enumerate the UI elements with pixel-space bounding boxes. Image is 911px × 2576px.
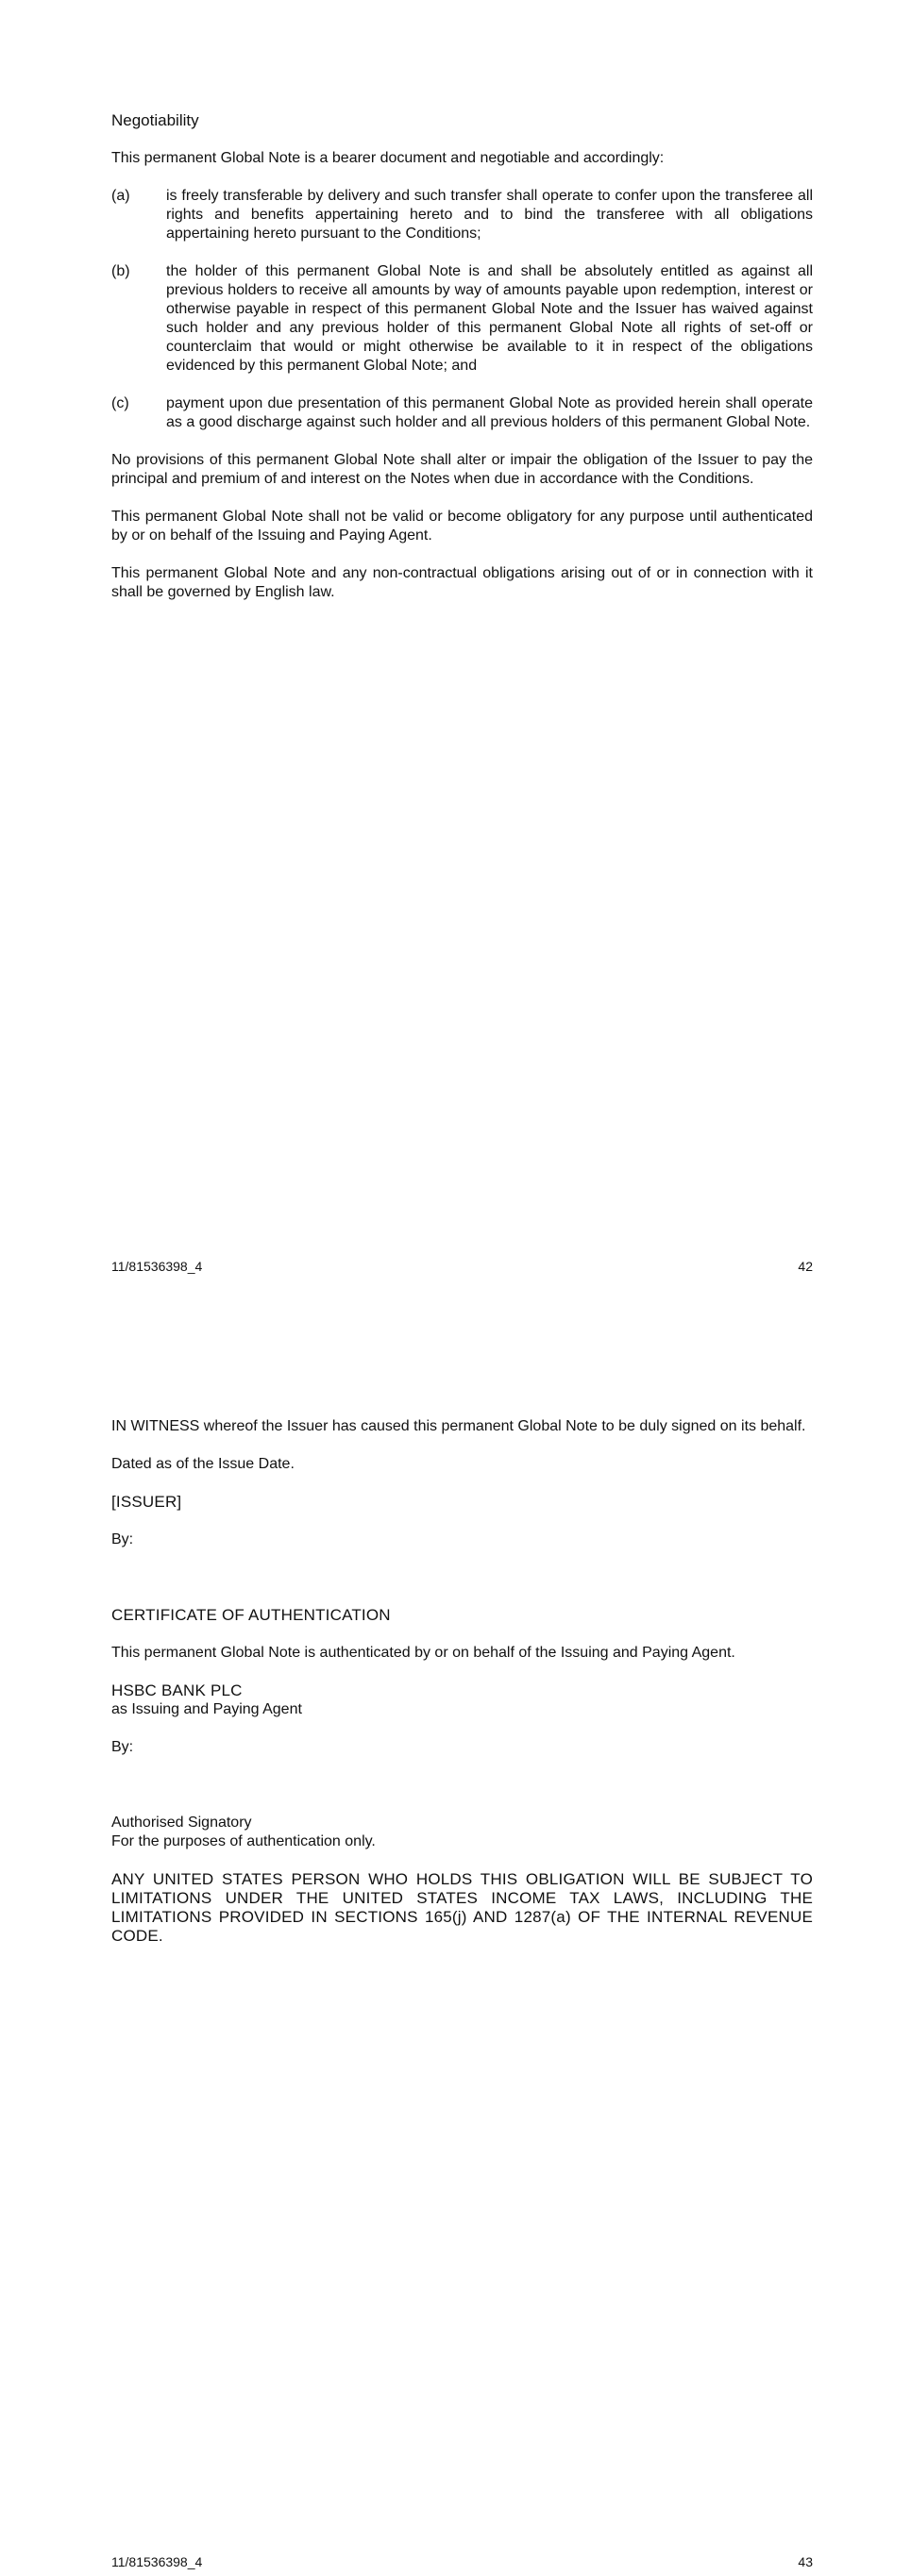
document-reference: 11/81536398_4 bbox=[111, 2554, 203, 2569]
page-footer bbox=[111, 1259, 813, 1274]
page-body bbox=[111, 111, 813, 621]
list-item bbox=[111, 394, 813, 432]
issuer-placeholder: [ISSUER] bbox=[111, 1493, 182, 1511]
governing-law-paragraph: This permanent Global Note and any non-contractual obligations arising out of or in connection with it shall be governed by English law. bbox=[111, 565, 813, 600]
document-reference: 11/81536398_4 bbox=[111, 1259, 203, 1274]
signature-by-line: By: bbox=[111, 1739, 134, 1755]
list-item bbox=[111, 187, 813, 243]
document-page-43 bbox=[0, 1288, 911, 2576]
bank-name: HSBC BANK PLC bbox=[111, 1681, 243, 1699]
witness-paragraph: IN WITNESS whereof the Issuer has caused this permanent Global Note to be duly signed on its behalf. bbox=[111, 1418, 806, 1434]
section-heading: Negotiability bbox=[111, 111, 199, 129]
validity-paragraph: This permanent Global Note shall not be valid or become obligatory for any purpose until authenticated by or on behalf of the Issuing and Paying Agent. bbox=[111, 509, 813, 544]
item-label: (b) bbox=[111, 263, 130, 279]
signature-space bbox=[111, 1568, 813, 1606]
bank-role: as Issuing and Paying Agent bbox=[111, 1701, 302, 1717]
item-text: is freely transferable by delivery and such transfer shall operate to confer upon the transferee all rights and benefits appertaining hereto and to bind the transferee with all obligations appertaining hereto pursuant to the Conditions; bbox=[166, 188, 813, 242]
item-label: (a) bbox=[111, 188, 130, 204]
item-label: (c) bbox=[111, 395, 129, 411]
signature-by-line: By: bbox=[111, 1531, 134, 1547]
item-text: the holder of this permanent Global Note is and shall be absolutely entitled as against all previous holders to receive all amounts by way of amounts payable upon redemption, interest or otherwise payable in respect of this permanent Global Note and the Issuer has waived against such holder and any previous holder of this permanent Global Note all rights of set-off or counterclaim that would or might otherwise be available to it in respect of the obligations evidenced by this permanent Global Note; and bbox=[166, 263, 813, 374]
page-number: 43 bbox=[798, 2554, 813, 2569]
page-number: 42 bbox=[798, 1259, 813, 1274]
certificate-text: This permanent Global Note is authenticated by or on behalf of the Issuing and Paying Agent. bbox=[111, 1645, 735, 1661]
certificate-heading: CERTIFICATE OF AUTHENTICATION bbox=[111, 1606, 391, 1624]
authentication-purpose: For the purposes of authentication only. bbox=[111, 1833, 376, 1849]
dated-line: Dated as of the Issue Date. bbox=[111, 1456, 295, 1472]
page-body bbox=[111, 1417, 813, 1965]
list-item bbox=[111, 262, 813, 376]
authorised-signatory: Authorised Signatory bbox=[111, 1815, 252, 1831]
intro-paragraph: This permanent Global Note is a bearer document and negotiable and accordingly: bbox=[111, 150, 665, 166]
provisions-paragraph: No provisions of this permanent Global Note shall alter or impair the obligation of the Issuer to pay the principal and premium of and interest on the Notes when due in accordance with the Conditions. bbox=[111, 452, 813, 487]
tax-legend: ANY UNITED STATES PERSON WHO HOLDS THIS OBLIGATION WILL BE SUBJECT TO LIMITATIONS UNDER THE UNITED STATES INCOME TAX LAWS, INCLUDING THE LIMITATIONS PROVIDED IN SECTIONS 165(j) AND 1287(a) OF THE INTERNAL REVENUE CODE. bbox=[111, 1870, 813, 1945]
item-text: payment upon due presentation of this permanent Global Note as provided herein shall operate as a good discharge against such holder and all previous holders of this permanent Global Note. bbox=[166, 395, 813, 430]
page-footer bbox=[111, 2554, 813, 2569]
signature-space bbox=[111, 1776, 813, 1814]
